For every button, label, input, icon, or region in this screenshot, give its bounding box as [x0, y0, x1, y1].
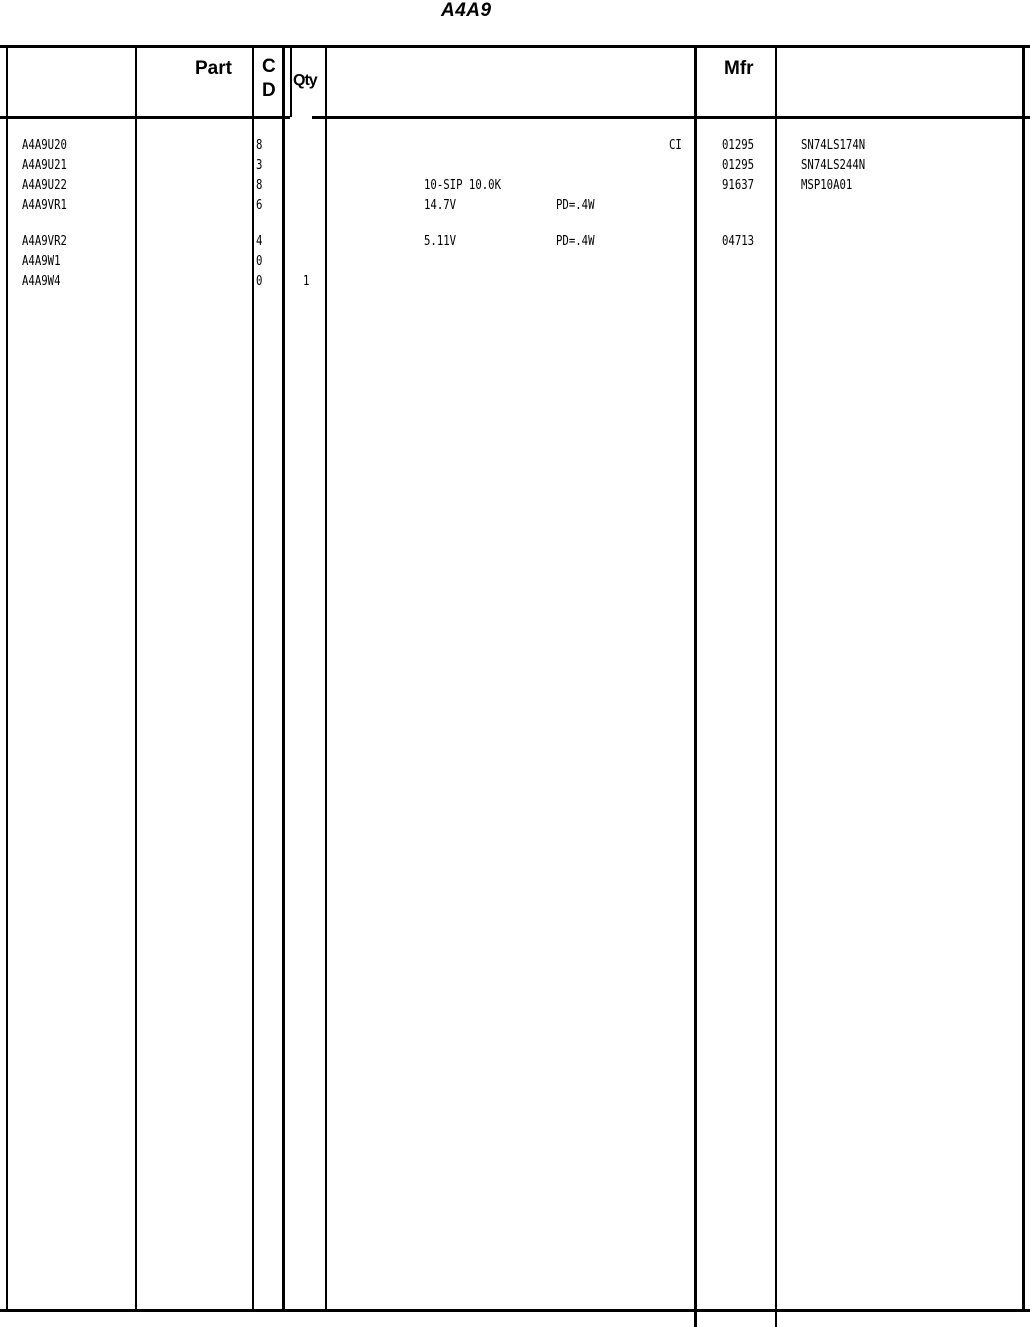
cell-description-extra: PD=.4W: [556, 234, 595, 249]
cell-mfr-code: 01295: [722, 138, 755, 153]
cell-mfr-part-number: MSP10A01: [801, 178, 853, 193]
col-rule-mfr-part: [775, 45, 777, 1327]
cell-reference: A4A9W4: [22, 274, 61, 289]
cell-reference: A4A9W1: [22, 254, 61, 269]
cell-reference: A4A9U22: [22, 178, 67, 193]
cell-mfr-part-number: SN74LS174N: [801, 138, 866, 153]
cell-description: 14.7V: [424, 198, 457, 213]
cell-reference: A4A9VR2: [22, 234, 67, 249]
header-qty: Qty: [293, 72, 317, 89]
cell-description: 10-SIP 10.0K: [424, 178, 502, 193]
col-rule-left-edge: [6, 45, 8, 1312]
header-bottom-rule-left: [0, 116, 290, 119]
cell-description: 5.11V: [424, 234, 457, 249]
table-bottom-rule: [0, 1309, 1030, 1312]
col-rule-right-edge: [1022, 45, 1025, 1312]
cell-cd: 6: [256, 198, 263, 213]
header-bottom-rule-right: [312, 116, 1030, 119]
cell-description-end: CI: [669, 138, 682, 153]
header-mfr: Mfr: [724, 58, 754, 79]
cell-cd: 0: [256, 254, 263, 269]
cell-mfr-part-number: SN74LS244N: [801, 158, 866, 173]
header-cd-top: C: [262, 56, 276, 77]
cell-cd: 4: [256, 234, 263, 249]
page-title: A4A9: [441, 0, 492, 21]
col-rule-qty: [325, 45, 327, 1312]
header-part: Part: [195, 58, 232, 79]
cell-mfr-code: 91637: [722, 178, 755, 193]
header-cd-bottom: D: [262, 80, 276, 101]
table-top-rule: [0, 45, 1030, 48]
cell-cd: 3: [256, 158, 263, 173]
cell-description-extra: PD=.4W: [556, 198, 595, 213]
cell-qty: 1: [303, 274, 310, 289]
cell-mfr-code: 04713: [722, 234, 755, 249]
cell-cd: 0: [256, 274, 263, 289]
cell-reference: A4A9U21: [22, 158, 67, 173]
col-rule-cd-right: [282, 45, 285, 1310]
col-rule-part: [135, 45, 137, 1312]
col-rule-mfr: [694, 45, 697, 1327]
col-rule-cd: [252, 45, 254, 1312]
col-rule-qty-inner: [290, 45, 292, 117]
cell-mfr-code: 01295: [722, 158, 755, 173]
cell-reference: A4A9U20: [22, 138, 67, 153]
cell-reference: A4A9VR1: [22, 198, 67, 213]
cell-cd: 8: [256, 138, 263, 153]
cell-cd: 8: [256, 178, 263, 193]
